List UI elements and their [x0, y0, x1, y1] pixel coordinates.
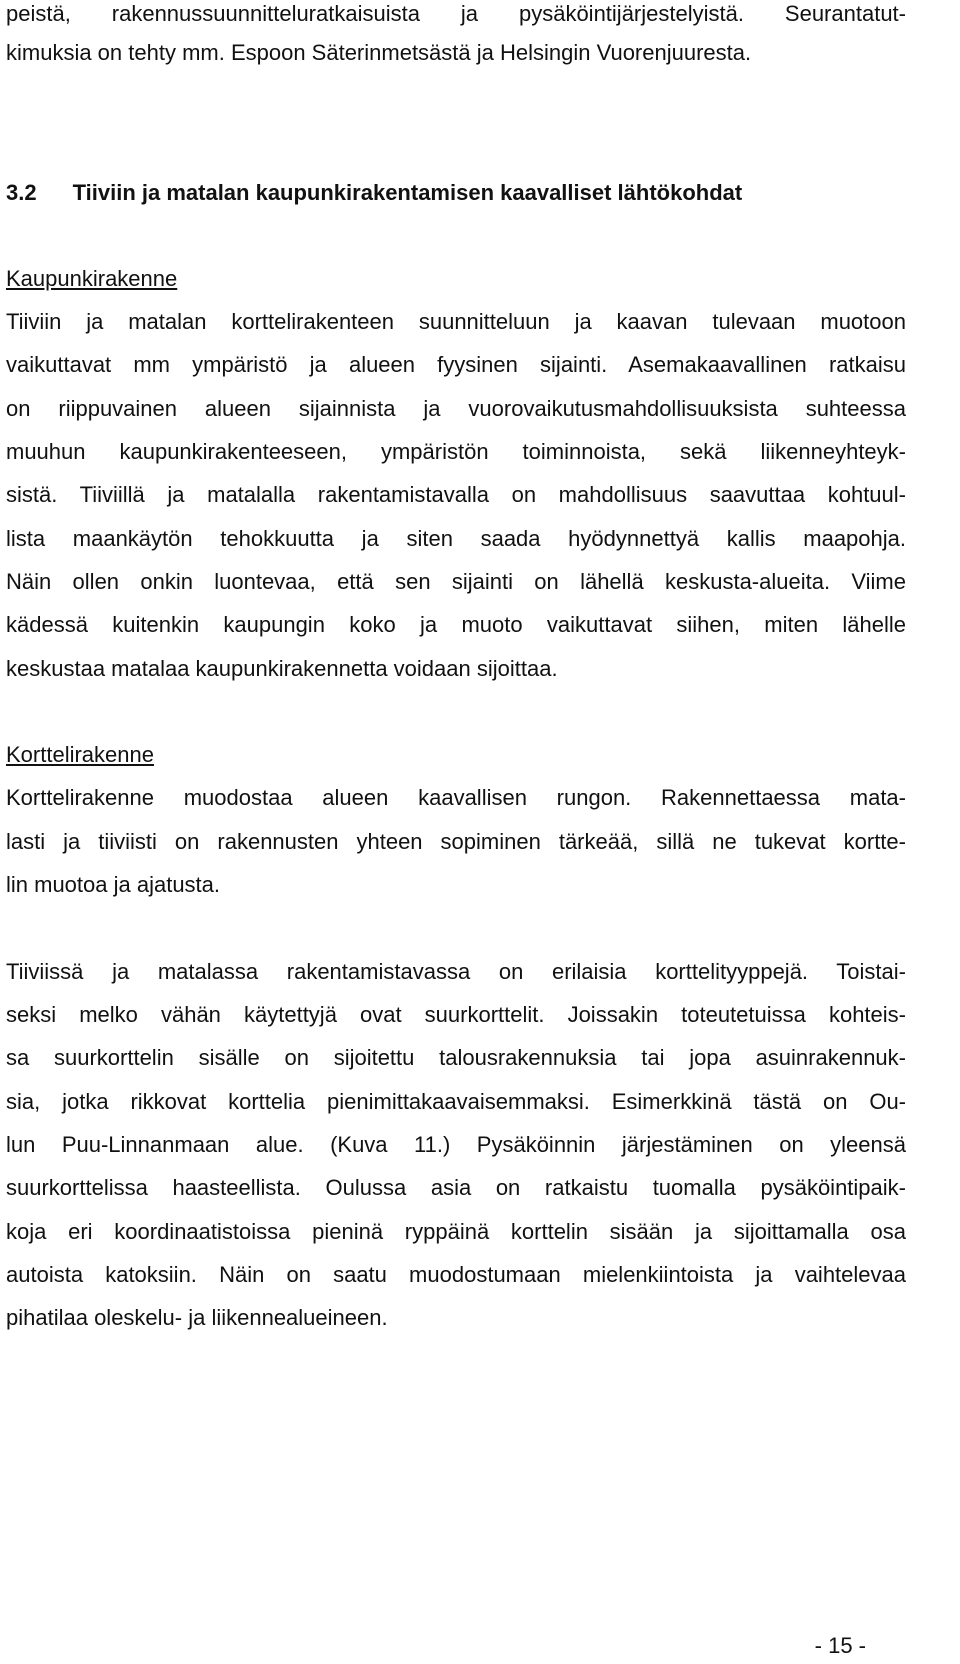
paragraph-line: Tiiviin ja matalan korttelirakenteen suunnitteluun ja kaavan tulevaan muotoon	[6, 309, 906, 334]
subheading-korttelirakenne: Korttelirakenne	[6, 742, 154, 767]
paragraph-line: kädessä kuitenkin kaupungin koko ja muoto vaikuttavat siihen, miten lähelle	[6, 612, 906, 637]
paragraph-line: Tiiviissä ja matalassa rakentamistavassa on erilaisia korttelityyppejä. Toistai-	[6, 959, 906, 984]
paragraph-line: muuhun kaupunkirakenteeseen, ympäristön toiminnoista, sekä liikenneyhteyk-	[6, 439, 906, 464]
paragraph-line: vaikuttavat mm ympäristö ja alueen fyysinen sijainti. Asemakaavallinen ratkaisu	[6, 352, 906, 377]
paragraph-line: keskustaa matalaa kaupunkirakennetta voidaan sijoittaa.	[6, 656, 558, 681]
paragraph-line: pihatilaa oleskelu- ja liikennealueineen.	[6, 1305, 388, 1330]
subheading-kaupunkirakenne: Kaupunkirakenne	[6, 266, 178, 291]
paragraph-line: sa suurkorttelin sisälle on sijoitettu talousrakennuksia tai jopa asuinrakennuk-	[6, 1045, 906, 1070]
paragraph-line: sia, jotka rikkovat korttelia pienimittakaavaisemmaksi. Esimerkkinä tästä on Ou-	[6, 1089, 906, 1114]
paragraph-line: Näin ollen onkin luontevaa, että sen sijainti on lähellä keskusta-alueita. Viime	[6, 569, 906, 594]
paragraph-line: seksi melko vähän käytettyjä ovat suurkorttelit. Joissakin toteutetuissa kohteis-	[6, 1002, 906, 1027]
section-title: Tiiviin ja matalan kaupunkirakentamisen kaavalliset lähtökohdat	[72, 180, 743, 205]
paragraph-line: peistä, rakennussuunnitteluratkaisuista ja pysäköintijärjestelyistä. Seurantatut-	[6, 1, 906, 26]
paragraph-line: lin muotoa ja ajatusta.	[6, 872, 221, 897]
paragraph-line: koja eri koordinaatistoissa pieninä ryppäinä korttelin sisään ja sijoittamalla osa	[6, 1219, 906, 1244]
paragraph-line: sistä. Tiiviillä ja matalalla rakentamistavalla on mahdollisuus saavuttaa kohtuul-	[6, 482, 906, 507]
section-heading	[6, 179, 906, 207]
paragraph-line: suurkorttelissa haasteellista. Oulussa asia on ratkaistu tuomalla pysäköintipaik-	[6, 1175, 906, 1200]
paragraph-line: Korttelirakenne muodostaa alueen kaavallisen rungon. Rakennettaessa mata-	[6, 785, 906, 810]
paragraph-line: lista maankäytön tehokkuutta ja siten saada hyödynnettyä kallis maapohja.	[6, 526, 906, 551]
paragraph-line: on riippuvainen alueen sijainnista ja vuorovaikutusmahdollisuuksista suhteessa	[6, 396, 906, 421]
paragraph-line: kimuksia on tehty mm. Espoon Säterinmetsästä ja Helsingin Vuorenjuuresta.	[6, 40, 752, 65]
paragraph-line: autoista katoksiin. Näin on saatu muodostumaan mielenkiintoista ja vaihtelevaa	[6, 1262, 906, 1287]
section-number: 3.2	[6, 180, 37, 205]
page-number: - 15 -	[814, 1633, 866, 1658]
paragraph-line: lasti ja tiiviisti on rakennusten yhteen sopiminen tärkeää, sillä ne tukevat kortte-	[6, 829, 906, 854]
paragraph-line: lun Puu-Linnanmaan alue. (Kuva 11.) Pysäköinnin järjestäminen on yleensä	[6, 1132, 906, 1157]
